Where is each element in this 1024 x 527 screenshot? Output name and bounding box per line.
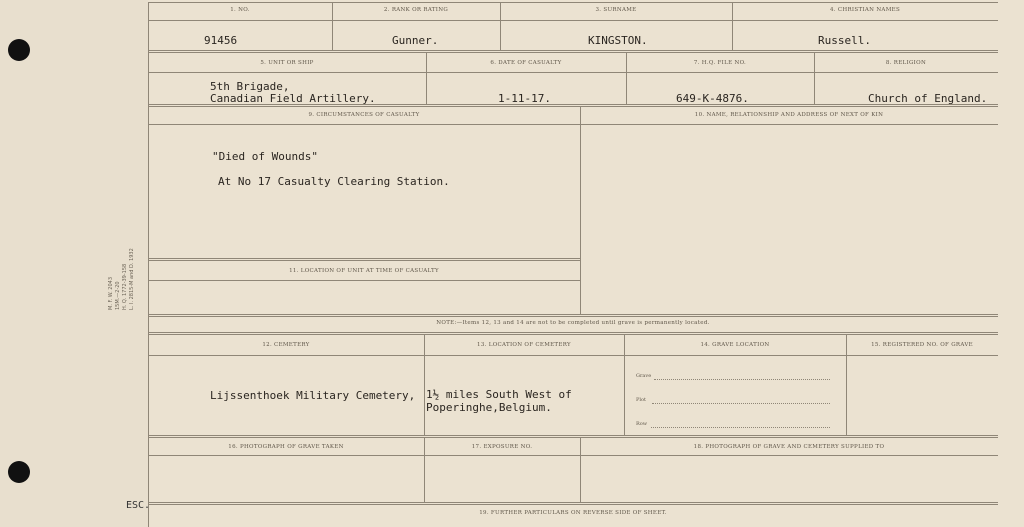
grave-field-label: Grave [636,373,652,379]
value-cemetery: Lijssenthoek Military Cemetery, [210,389,416,402]
value-religion: Church of England. [868,92,988,105]
value-no: 91456 [204,34,238,47]
value-location-line1: 1½ miles South West of [426,388,572,401]
row-field-label: Row [636,421,648,427]
value-location-line2: Poperinghe,Belgium. [426,401,552,414]
label-grave-location: 14. GRAVE LOCATION [700,342,770,348]
value-unit-line2: Canadian Field Artillery. [210,92,376,105]
label-surname: 3. SURNAME [595,7,637,13]
label-hq-file: 7. H.Q. FILE NO. [693,60,747,66]
label-religion: 8. RELIGION [885,60,927,66]
value-surname: KINGSTON. [588,34,648,47]
label-date: 6. DATE OF CASUALTY [490,60,562,66]
label-exposure-no: 17. EXPOSURE NO. [471,444,533,450]
label-rank: 2. RANK OR RATING [383,7,449,13]
note-text: NOTE:—Items 12, 13 and 14 are not to be completed until grave is permanently located. [436,320,710,326]
label-next-of-kin: 10. NAME, RELATIONSHIP AND ADDRESS OF NEXT OF KIN [694,112,884,118]
punch-hole-top [8,39,30,61]
value-unit-line1: 5th Brigade, [210,80,290,93]
label-no: 1. NO. [230,7,250,13]
label-location-of-cemetery: 13. LOCATION OF CEMETERY [477,342,571,348]
label-photo-taken: 16. PHOTOGRAPH OF GRAVE TAKEN [228,444,344,450]
punch-hole-bottom [8,461,30,483]
label-christian-names: 4. CHRISTIAN NAMES [829,7,901,13]
label-further-particulars: 19. FURTHER PARTICULARS ON REVERSE SIDE OF SHEET. [479,510,667,516]
label-location-of-unit: 11. LOCATION OF UNIT AT TIME OF CASUALTY [289,268,439,274]
value-rank: Gunner. [392,34,439,47]
label-photo-supplied: 18. PHOTOGRAPH OF GRAVE AND CEMETERY SUPPLIED TO [693,444,885,450]
form-reference: M. F. W. 2043 15M.—2-20 H. Q. 1772-39-158 L. I. 2815-M and D. 1932 [108,248,135,310]
grave-field-line [654,379,830,380]
form-grid [148,0,998,527]
value-circumstances-line1: "Died of Wounds" [212,150,318,163]
row-field-line [651,427,830,428]
value-hq-file: 649-K-4876. [676,92,749,105]
label-cemetery: 12. CEMETERY [262,342,310,348]
label-registered-no: 15. REGISTERED NO. OF GRAVE [871,342,973,348]
label-unit: 5. UNIT OR SHIP [260,60,314,66]
value-date: 1-11-17. [498,92,551,105]
esc-mark: ESC. [126,500,151,511]
label-circumstances: 9. CIRCUMSTANCES OF CASUALTY [308,112,420,118]
value-circumstances-line2: At No 17 Casualty Clearing Station. [218,175,450,188]
plot-field-line [652,403,830,404]
plot-field-label: Plot [636,397,646,403]
value-christian-names: Russell. [818,34,871,47]
